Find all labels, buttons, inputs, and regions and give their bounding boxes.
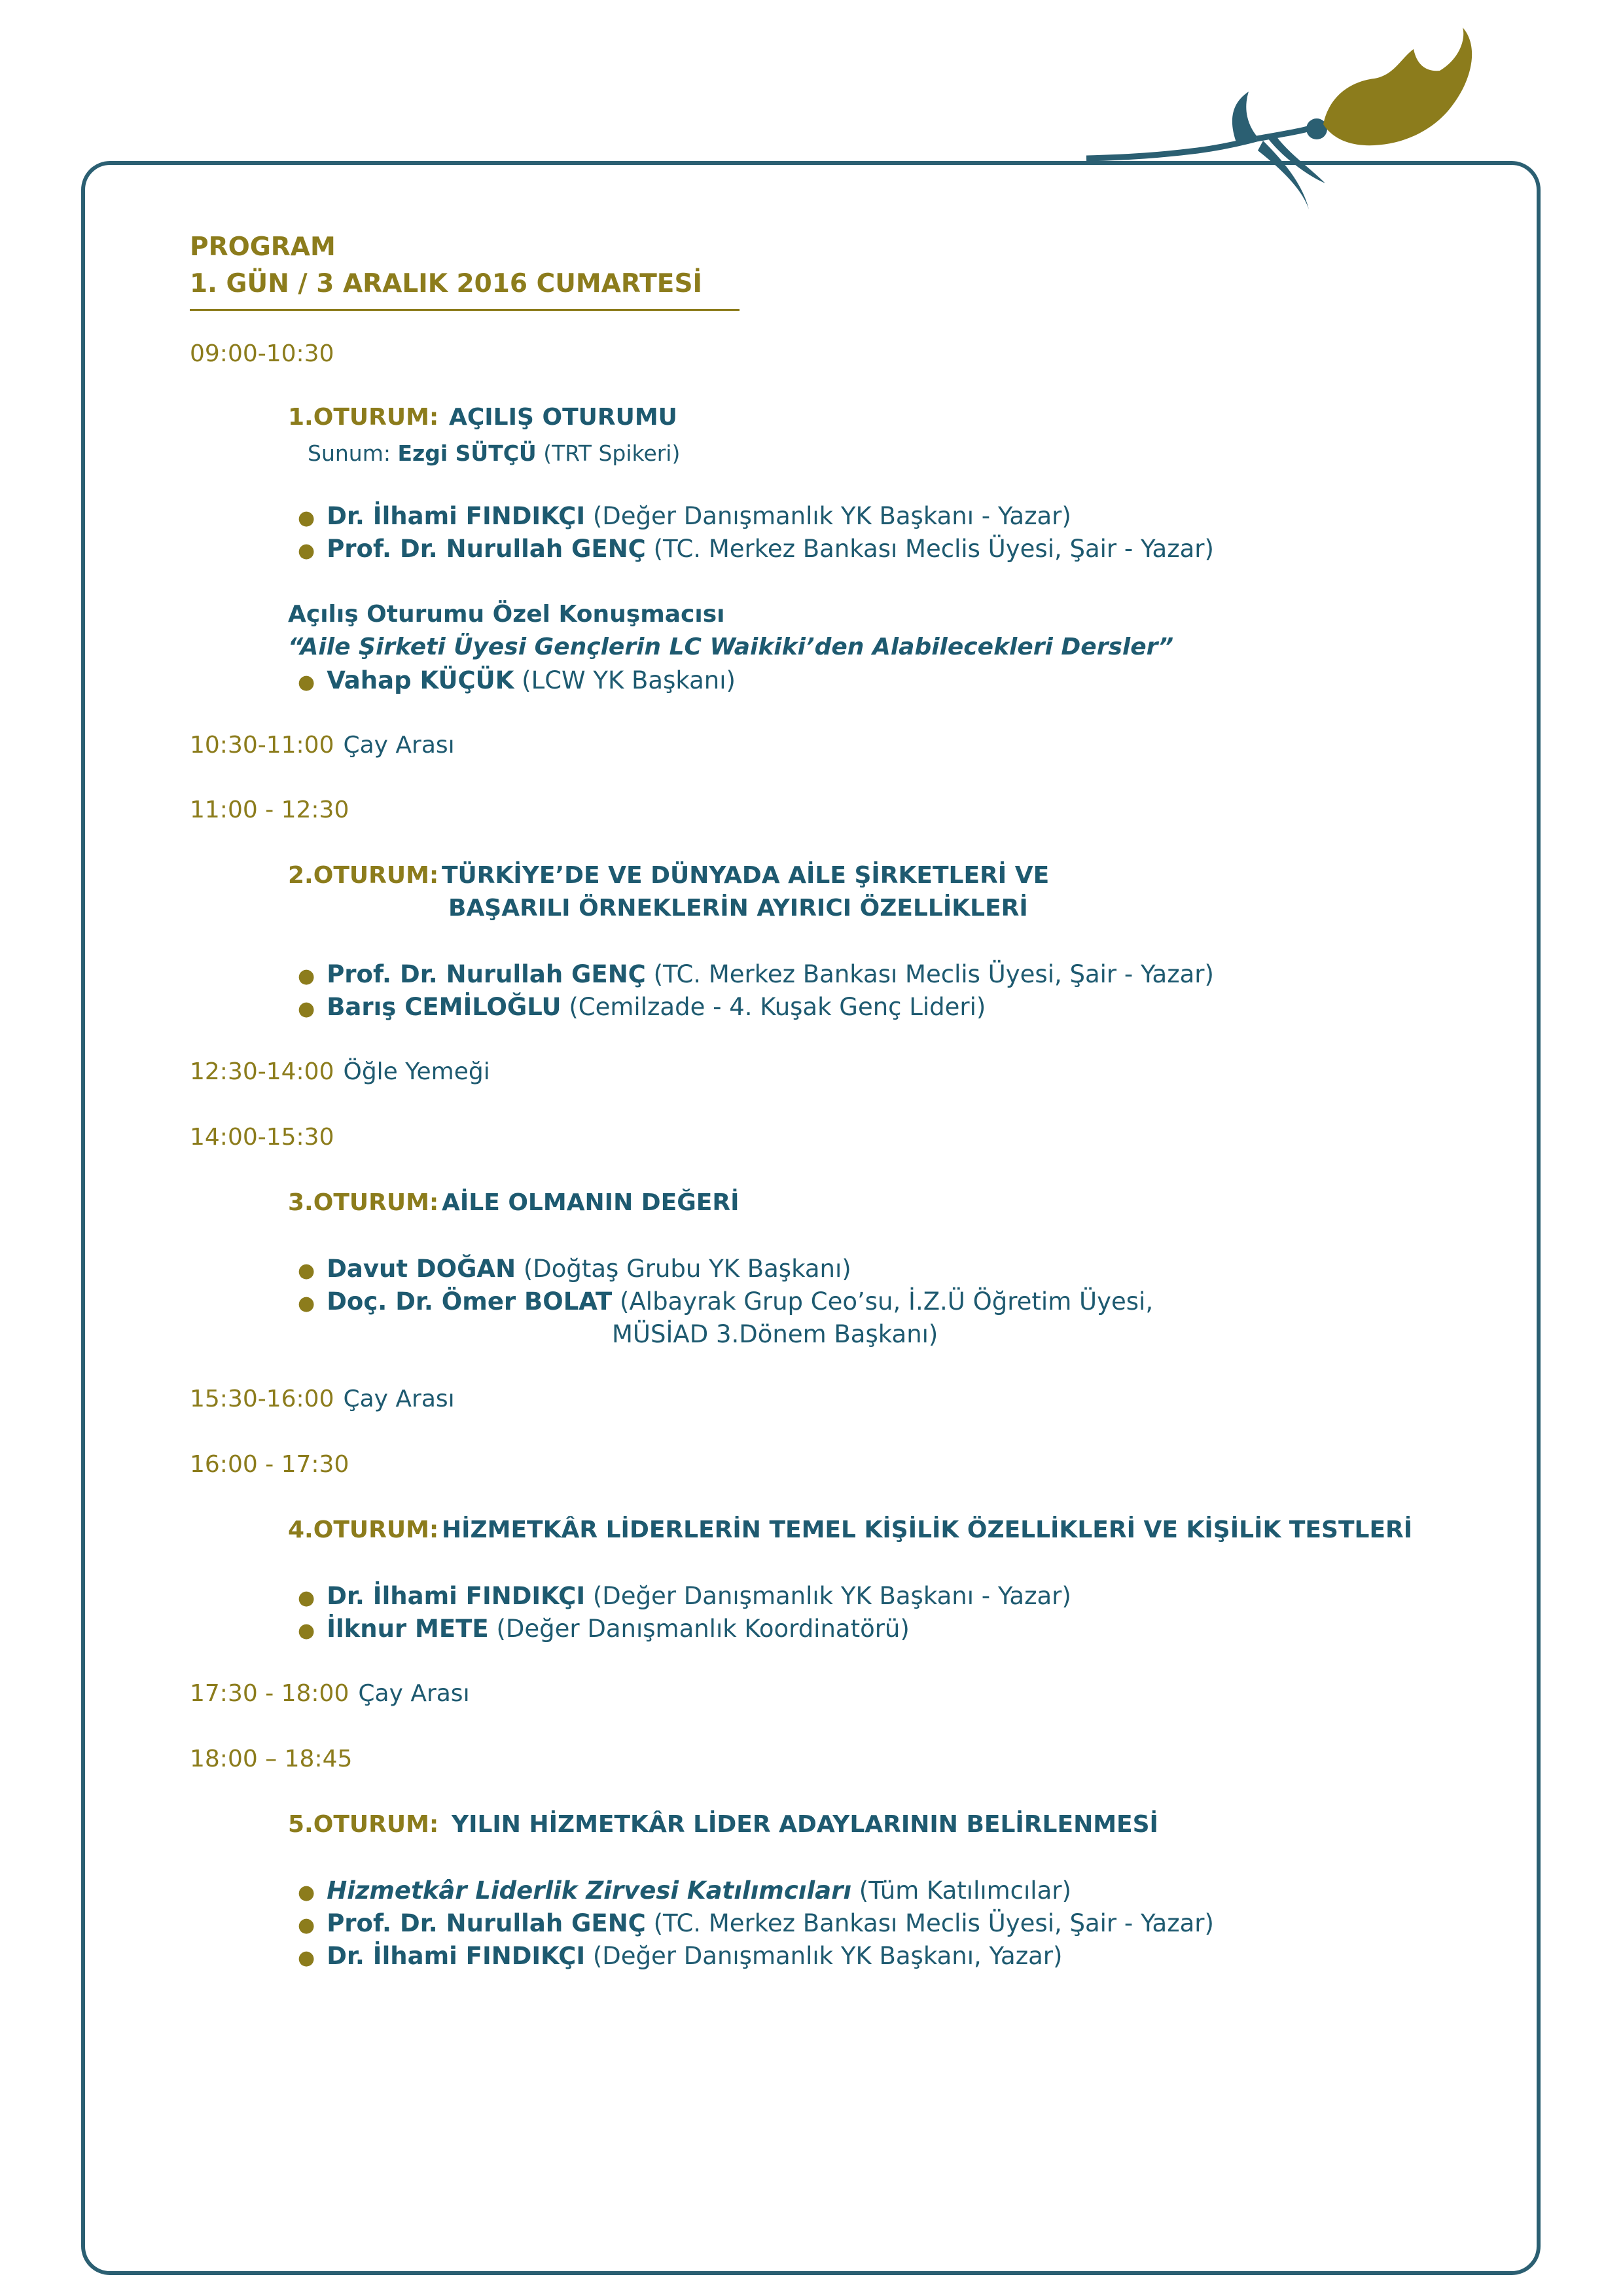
speaker-item: ● Dr. İlhami FINDIKÇI (Değer Danışmanlık YK Başkanı, Yazar) [298,1942,1063,1970]
day-title: 1. GÜN / 3 ARALIK 2016 CUMARTESİ [190,269,703,298]
session-heading [288,1516,1412,1543]
break-slot: 17:30 - 18:00 Çay Arası [190,1680,470,1707]
bullet-icon: ● [298,965,315,988]
title-underline [190,309,740,311]
time-slot: 14:00-15:30 [190,1124,334,1151]
session-number: 1.OTURUM: [288,404,439,431]
keynote-label: Açılış Oturumu Özel Konuşmacısı [288,601,725,628]
session-title: AÇILIŞ OTURUMU [449,404,677,431]
bullet-icon: ● [298,997,315,1020]
bullet-icon: ● [298,1259,315,1282]
speaker-item: ● Prof. Dr. Nurullah GENÇ (TC. Merkez Bankası Meclis Üyesi, Şair - Yazar) [298,1909,1214,1937]
program-content [190,229,1472,311]
session-title: YILIN HİZMETKÂR LİDER ADAYLARININ BELİRLENMESİ [452,1811,1158,1838]
speaker-item: ● Davut DOĞAN (Doğtaş Grubu YK Başkanı) [298,1255,851,1283]
speaker-item: ● Doç. Dr. Ömer BOLAT (Albayrak Grup Ceo’su, İ.Z.Ü Öğretim Üyesi, [298,1287,1154,1316]
session-number: 2.OTURUM: [288,862,439,889]
time-slot: 18:00 – 18:45 [190,1746,353,1772]
session-title-line2: BAŞARILI ÖRNEKLERİN AYIRICI ÖZELLİKLERİ [448,895,1028,922]
session-title: AİLE OLMANIN DEĞERİ [442,1189,740,1216]
tulip-ornament-icon [1086,20,1558,236]
speaker-item: ● Dr. İlhami FINDIKÇI (Değer Danışmanlık YK Başkanı - Yazar) [298,1582,1071,1610]
keynote-topic: “Aile Şirketi Üyesi Gençlerin LC Waikiki’den Alabilecekleri Dersler” [288,634,1174,660]
session-heading [288,404,677,431]
bullet-icon: ● [298,507,315,529]
time-slot: 09:00-10:30 [190,340,334,367]
speaker-item: ● İlknur METE (Değer Danışmanlık Koordinatörü) [298,1615,910,1643]
speaker-item: ● Barış CEMİLOĞLU (Cemilzade - 4. Kuşak Genç Lideri) [298,993,986,1021]
session-heading [288,1811,1158,1838]
speaker-item: ● Prof. Dr. Nurullah GENÇ (TC. Merkez Bankası Meclis Üyesi, Şair - Yazar) [298,960,1214,988]
bullet-icon: ● [298,1914,315,1937]
break-slot: 12:30-14:00 Öğle Yemeği [190,1058,490,1085]
speaker-item: ● Hizmetkâr Liderlik Zirvesi Katılımcıları (Tüm Katılımcılar) [298,1876,1071,1905]
speaker-role-continued: MÜSİAD 3.Dönem Başkanı) [612,1320,938,1348]
presenter-name: Ezgi SÜTÇÜ [397,440,537,466]
bullet-icon: ● [298,671,315,694]
bullet-icon: ● [298,539,315,562]
time-slot: 16:00 - 17:30 [190,1451,349,1478]
bullet-icon: ● [298,1619,315,1642]
bullet-icon: ● [298,1881,315,1904]
session-number: 4.OTURUM: [288,1516,439,1543]
time-slot: 11:00 - 12:30 [190,797,349,823]
speaker-item: ● Vahap KÜÇÜK (LCW YK Başkanı) [298,666,736,694]
session-heading [288,862,1049,889]
session-title: HİZMETKÂR LİDERLERİN TEMEL KİŞİLİK ÖZELLİKLERİ VE KİŞİLİK TESTLERİ [442,1516,1413,1543]
bullet-icon: ● [298,1946,315,1969]
break-slot: 10:30-11:00 Çay Arası [190,732,455,759]
bullet-icon: ● [298,1587,315,1609]
session-number: 5.OTURUM: [288,1811,439,1838]
presenter-line: Sunum: Ezgi SÜTÇÜ (TRT Spikeri) [308,440,681,466]
break-slot: 15:30-16:00 Çay Arası [190,1386,455,1412]
speaker-item: ● Prof. Dr. Nurullah GENÇ (TC. Merkez Bankası Meclis Üyesi, Şair - Yazar) [298,535,1214,563]
session-heading [288,1189,739,1216]
bullet-icon: ● [298,1292,315,1315]
speaker-item: ● Dr. İlhami FINDIKÇI (Değer Danışmanlık YK Başkanı - Yazar) [298,502,1071,530]
page-title: PROGRAM [190,232,336,262]
session-number: 3.OTURUM: [288,1189,439,1216]
session-title: TÜRKİYE’DE VE DÜNYADA AİLE ŞİRKETLERİ VE [442,862,1050,889]
